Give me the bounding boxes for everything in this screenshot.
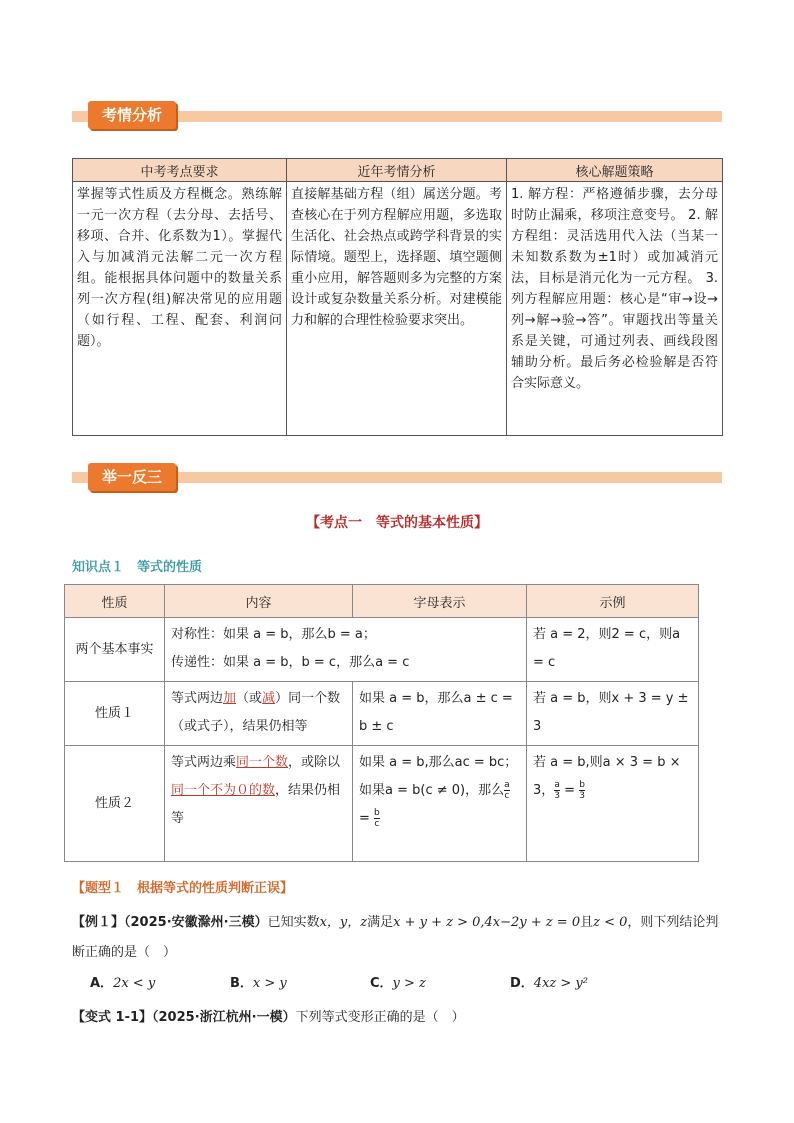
property-content	[165, 746, 353, 862]
question-condition: x + y + z > 0,4x−2y + z = 0	[393, 915, 581, 930]
frac-den: 3	[579, 791, 585, 801]
variant-label: 【变式 1-1】	[72, 1010, 153, 1025]
option-expr: y > z	[392, 976, 426, 991]
knowledge-point-title: 知识点１ 等式的性质	[72, 560, 203, 575]
highlight-nonzero-number: 同一个不为０的数	[171, 783, 276, 798]
question-text: 下列等式变形正确的是（ ）	[295, 1010, 465, 1025]
property-letter	[353, 746, 527, 862]
property-example: 若 a = b,则a × 3 = b × 3， $\frac{a}{3}$ = $\frac{b}{3}$	[527, 746, 699, 862]
variant-source: （2025·浙江杭州·一模）	[152, 1010, 296, 1025]
option-a[interactable]	[90, 972, 230, 991]
question-text: 满足	[367, 915, 394, 930]
properties-table	[64, 584, 699, 862]
content-symmetry: 对称性：如果 a = b，那么b = a；	[171, 627, 376, 642]
question-text: ，则下列结论判断正确的是（ ）	[72, 915, 719, 960]
fraction-a-over-3	[554, 780, 560, 801]
option-expr: x > y	[252, 976, 287, 991]
section-title-kaoqing: 考情分析	[88, 101, 176, 129]
header-strategy: 核心解题策略	[507, 159, 723, 182]
section-title-juyi: 举一反三	[88, 463, 176, 491]
analysis-cell: 直接解基础方程（组）属送分题。考查核心在于列方程解应用题，多选取生活化、社会热点或跨学科背景的实际情境。题型上，选择题、填空题侧重小应用，解答题则多为完整的方案设计或复杂数量关系分析。对建模能力和解的合理性检验要求突出。	[287, 182, 507, 436]
letter-divide-text: 如果a = b(c ≠ 0)，那么	[359, 783, 505, 798]
content-text: 等式两边乘	[171, 755, 237, 770]
header-example: 示例	[527, 585, 699, 618]
analysis-table	[72, 158, 723, 436]
equals-sign: =	[359, 811, 370, 826]
property-example: 若 a = b，则x + 3 = y ± 3	[527, 682, 699, 746]
header-analysis: 近年考情分析	[287, 159, 507, 182]
property-example: 若 a = 2，则2 = c，则a = c	[527, 618, 699, 682]
question-type-title: 【题型１ 根据等式的性质判断正误】	[72, 881, 294, 896]
option-label: D．	[510, 976, 534, 991]
frac-num: a	[504, 780, 510, 790]
frac-den: c	[374, 819, 380, 829]
fraction-b-over-3	[579, 780, 585, 801]
header-requirements: 中考考点要求	[73, 159, 287, 182]
property-content	[165, 682, 353, 746]
header-content: 内容	[165, 585, 353, 618]
property-name: 两个基本事实	[65, 618, 165, 682]
frac-num: a	[554, 780, 560, 790]
header-letter: 字母表示	[353, 585, 527, 618]
kaodian-title: 【考点一 等式的基本性质】	[306, 515, 488, 531]
frac-num: b	[374, 808, 380, 818]
highlight-same-number: 同一个数	[236, 755, 289, 770]
option-label: C．	[370, 976, 393, 991]
content-transitivity: 传递性：如果 a = b，b = c，那么a = c	[171, 655, 410, 670]
option-label: A．	[90, 976, 114, 991]
requirements-cell: 掌握等式性质及方程概念。熟练解一元一次方程（去分母、去括号、移项、合并、化系数为1）。掌握代入与加减消元法解二元一次方程组。能根据具体问题中的数量关系列一次方程(组)解决常见的应用题（如行程、工程、配套、利润问题）。	[73, 182, 287, 436]
content-text: ，结果仍相等	[171, 783, 341, 826]
letter-divide	[359, 777, 520, 805]
fraction-a-over-c	[504, 780, 510, 801]
question-text: 已知实数	[267, 915, 320, 930]
option-expr: 2x < y	[113, 976, 156, 991]
strategy-cell: 1. 解方程：严格遵循步骤，去分母时防止漏乘，移项注意变号。 2. 解方程组：灵活选用代入法（当某一未知数系数为±1时）或加减消元法，目标是消元化为一元方程。 3. 列方程解应用题：核心是“审→设→列→解→验→答”。审题找出等量关系是关键，可通过列表、画线段图辅助分析。最后务必检验解是否符合实际意义。	[507, 182, 723, 436]
property-letter: 如果 a = b，那么a ± c = b ± c	[353, 682, 527, 746]
option-label: B．	[230, 976, 253, 991]
question-condition: z < 0	[593, 915, 628, 930]
example-source: （2025·安徽滁州·三模）	[124, 915, 268, 930]
property-content	[165, 618, 527, 682]
question-text: 且	[580, 915, 594, 930]
header-property: 性质	[65, 585, 165, 618]
option-d[interactable]	[510, 972, 650, 991]
property-name: 性质１	[65, 682, 165, 746]
highlight-add: 加	[223, 691, 237, 706]
option-c[interactable]	[370, 972, 510, 991]
example-label: 【例１】	[72, 915, 125, 930]
highlight-subtract: 减	[262, 691, 276, 706]
frac-num: b	[579, 780, 585, 790]
question-vars: x，y，z	[319, 915, 368, 930]
answer-options	[90, 972, 650, 991]
property-name: 性质２	[65, 746, 165, 862]
example-text: 若 a = b,则a × 3 = b × 3，	[533, 755, 681, 798]
content-text: （或	[236, 691, 263, 706]
letter-divide-result	[359, 805, 520, 833]
content-text: ，或除以	[288, 755, 341, 770]
variant-question	[72, 1003, 727, 1033]
content-text: ）同一个数（或式子），结果仍相等	[171, 691, 341, 734]
letter-multiply: 如果 a = b,那么ac = bc；	[359, 755, 518, 770]
example-question	[72, 908, 727, 968]
frac-den: 3	[554, 791, 561, 801]
frac-den: c	[504, 791, 510, 801]
content-text: 等式两边	[171, 691, 224, 706]
option-expr: 4xz > y²	[533, 976, 588, 991]
fraction-b-over-c	[374, 808, 380, 829]
option-b[interactable]	[230, 972, 370, 991]
